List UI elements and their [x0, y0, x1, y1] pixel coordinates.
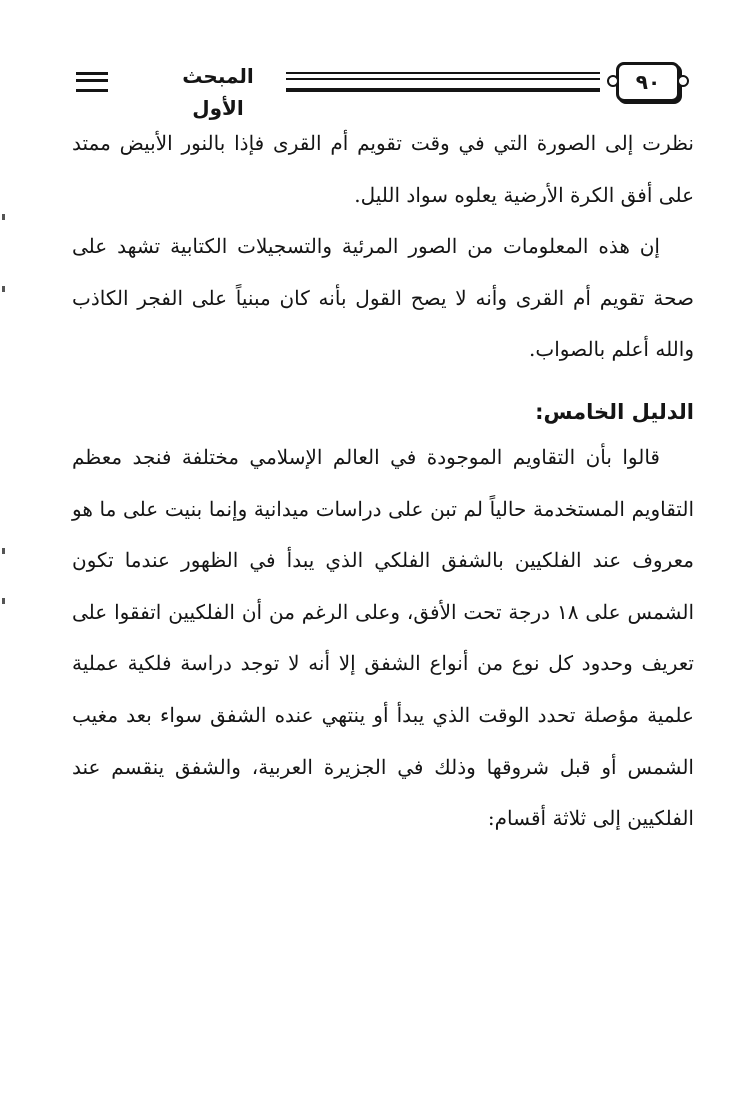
- scan-mark: [2, 598, 5, 604]
- scan-mark: [2, 286, 5, 292]
- section-heading: الدليل الخامس:: [535, 399, 694, 424]
- header-ornament: [76, 72, 108, 92]
- scan-mark: [2, 548, 5, 554]
- header-rule: [286, 72, 600, 92]
- paragraph-fifth-evidence: قالوا بأن التقاويم الموجودة في العالم الإسلامي مختلفة فنجد معظم التقاويم المستخدمة حالياً لم تبن على دراسات ميدانية وإنما بنيت على ما هو معروف عند الفلكيين بالشفق الفلكي الذي يبدأ في الظهور عندما تكون الشمس على ١٨ درجة تحت الأفق، وعلى الرغم من أن الفلكيين اتفقوا على تعريف وحدود كل نوع من أنواع الشفق إلا أنه لا توجد دراسة فلكية عملية علمية مؤصلة تحدد الوقت الذي يبدأ أو ينتهي عنده الشفق سواء بعد مغيب الشمس أو قبل شروقها وذلك في الجزيرة العربية، والشفق ينقسم عند الفلكيين إلى ثلاثة أقسام:: [72, 444, 694, 831]
- page-number: ٩٠: [616, 62, 680, 102]
- scan-mark: [2, 214, 5, 220]
- page-body: [72, 118, 694, 845]
- chapter-title: المبحث الأول: [182, 64, 254, 120]
- paragraph-observation: نظرت إلى الصورة التي في وقت تقويم أم القرى فإذا بالنور الأبيض ممتد على أفق الكرة الأرضية يعلوه سواد الليل.: [72, 131, 694, 207]
- page-header: [76, 60, 696, 120]
- paragraph-conclusion: إن هذه المعلومات من الصور المرئية والتسجيلات الكتابية تشهد على صحة تقويم أم القرى وأنه لا يصح القول بأنه كان مبنياً على الفجر الكاذب والله أعلم بالصواب.: [72, 234, 694, 362]
